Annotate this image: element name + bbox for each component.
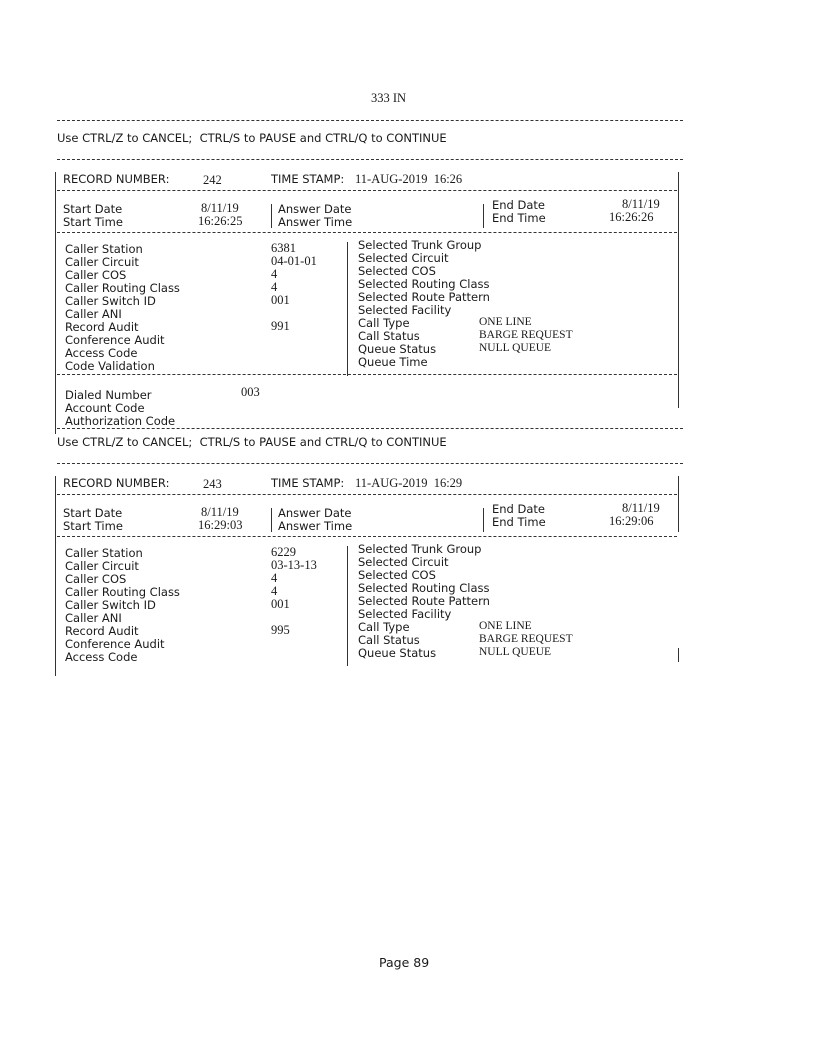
prompt-continue-text: CTRL/S to PAUSE and CTRL/Q to CONTINUE bbox=[199, 131, 447, 145]
selected-trunk-group-label: Selected Trunk Group bbox=[358, 542, 482, 556]
divider bbox=[57, 463, 683, 464]
conference-audit-label: Conference Audit bbox=[65, 333, 165, 347]
start-date-label: Start Date bbox=[63, 506, 123, 520]
caller-routing-class-value: 4 bbox=[271, 584, 278, 598]
selected-route-pattern-label: Selected Route Pattern bbox=[358, 594, 490, 608]
start-time-value: 16:29:03 bbox=[198, 518, 243, 532]
selected-routing-class-label: Selected Routing Class bbox=[358, 581, 490, 595]
record-audit-value: 995 bbox=[271, 623, 290, 637]
selected-trunk-group-label: Selected Trunk Group bbox=[358, 238, 482, 252]
queue-status-label: Queue Status bbox=[358, 342, 437, 356]
divider bbox=[57, 232, 677, 233]
caller-station-value: 6229 bbox=[271, 545, 296, 559]
record-audit-value: 991 bbox=[271, 319, 290, 333]
answer-date-label: Answer Date bbox=[278, 202, 352, 216]
selected-facility-label: Selected Facility bbox=[358, 607, 452, 621]
time-stamp-label: TIME STAMP: bbox=[271, 172, 345, 186]
divider bbox=[57, 190, 677, 191]
divider bbox=[57, 120, 683, 121]
column-separator bbox=[483, 508, 484, 532]
call-status-value: BARGE REQUEST bbox=[479, 633, 573, 645]
conference-audit-label: Conference Audit bbox=[65, 637, 165, 651]
caller-circuit-value: 03-13-13 bbox=[271, 558, 317, 572]
page-number: Page 89 bbox=[379, 955, 430, 970]
caller-cos-value: 4 bbox=[271, 571, 278, 585]
prompt-cancel-text: Use CTRL/Z to CANCEL; bbox=[57, 435, 193, 449]
answer-time-label: Answer Time bbox=[278, 519, 353, 533]
time-stamp-value: 11-AUG-2019 16:26 bbox=[355, 172, 463, 186]
column-separator bbox=[347, 242, 348, 376]
record-border-right bbox=[678, 476, 679, 532]
record-number-value: 243 bbox=[203, 477, 222, 491]
start-time-value: 16:26:25 bbox=[198, 214, 243, 228]
call-status-label: Call Status bbox=[358, 329, 420, 343]
divider bbox=[57, 428, 683, 429]
caller-ani-label: Caller ANI bbox=[65, 611, 122, 625]
column-separator bbox=[271, 204, 272, 228]
queue-status-value: NULL QUEUE bbox=[479, 342, 552, 354]
caller-switch-id-label: Caller Switch ID bbox=[65, 294, 156, 308]
record-audit-label: Record Audit bbox=[65, 320, 139, 334]
selected-routing-class-label: Selected Routing Class bbox=[358, 277, 490, 291]
caller-switch-id-label: Caller Switch ID bbox=[65, 598, 156, 612]
end-time-value: 16:26:26 bbox=[609, 210, 654, 224]
caller-cos-label: Caller COS bbox=[65, 268, 127, 282]
caller-cos-value: 4 bbox=[271, 267, 278, 281]
start-date-value: 8/11/19 bbox=[201, 201, 239, 215]
record-audit-label: Record Audit bbox=[65, 624, 139, 638]
divider bbox=[57, 494, 677, 495]
selected-facility-label: Selected Facility bbox=[358, 303, 452, 317]
prompt-cancel-text: Use CTRL/Z to CANCEL; bbox=[57, 131, 193, 145]
record-number-label: RECORD NUMBER: bbox=[63, 172, 170, 186]
dialed-number-label: Dialed Number bbox=[65, 388, 152, 402]
call-record-243 bbox=[55, 466, 685, 676]
authorization-code-label: Authorization Code bbox=[65, 414, 176, 428]
selected-cos-label: Selected COS bbox=[358, 264, 436, 278]
start-date-label: Start Date bbox=[63, 202, 123, 216]
end-date-value: 8/11/19 bbox=[622, 501, 660, 515]
start-time-label: Start Time bbox=[63, 215, 123, 229]
record-border-right bbox=[678, 172, 679, 408]
selected-cos-label: Selected COS bbox=[358, 568, 436, 582]
dialed-number-value: 003 bbox=[241, 385, 260, 399]
divider bbox=[57, 159, 683, 160]
record-number-value: 242 bbox=[203, 173, 222, 187]
access-code-label: Access Code bbox=[65, 650, 138, 664]
call-type-label: Call Type bbox=[358, 316, 410, 330]
caller-circuit-label: Caller Circuit bbox=[65, 559, 139, 573]
call-type-value: ONE LINE bbox=[479, 620, 532, 632]
caller-switch-id-value: 001 bbox=[271, 293, 290, 307]
prompt-line bbox=[57, 437, 447, 449]
time-stamp-label: TIME STAMP: bbox=[271, 476, 345, 490]
column-separator bbox=[347, 546, 348, 666]
call-record-242 bbox=[55, 162, 685, 434]
divider bbox=[57, 374, 677, 375]
end-date-label: End Date bbox=[492, 198, 545, 212]
caller-routing-class-label: Caller Routing Class bbox=[65, 585, 180, 599]
caller-station-value: 6381 bbox=[271, 241, 296, 255]
caller-cos-label: Caller COS bbox=[65, 572, 127, 586]
column-separator bbox=[271, 508, 272, 532]
call-status-label: Call Status bbox=[358, 633, 420, 647]
end-date-label: End Date bbox=[492, 502, 545, 516]
record-number-label: RECORD NUMBER: bbox=[63, 476, 170, 490]
divider bbox=[57, 536, 677, 537]
prompt-continue-text: CTRL/S to PAUSE and CTRL/Q to CONTINUE bbox=[199, 435, 447, 449]
queue-time-label: Queue Time bbox=[358, 355, 428, 369]
record-border-left bbox=[55, 172, 56, 434]
caller-routing-class-value: 4 bbox=[271, 280, 278, 294]
call-status-value: BARGE REQUEST bbox=[479, 329, 573, 341]
selected-circuit-label: Selected Circuit bbox=[358, 251, 449, 265]
account-code-label: Account Code bbox=[65, 401, 145, 415]
column-separator bbox=[483, 204, 484, 228]
page-header: 333 IN bbox=[371, 91, 407, 105]
call-type-label: Call Type bbox=[358, 620, 410, 634]
queue-status-value: NULL QUEUE bbox=[479, 646, 552, 658]
access-code-label: Access Code bbox=[65, 346, 138, 360]
answer-date-label: Answer Date bbox=[278, 506, 352, 520]
caller-circuit-value: 04-01-01 bbox=[271, 254, 317, 268]
start-time-label: Start Time bbox=[63, 519, 123, 533]
record-border-left bbox=[55, 476, 56, 676]
caller-switch-id-value: 001 bbox=[271, 597, 290, 611]
queue-status-label: Queue Status bbox=[358, 646, 437, 660]
caller-circuit-label: Caller Circuit bbox=[65, 255, 139, 269]
code-validation-label: Code Validation bbox=[65, 359, 155, 373]
end-date-value: 8/11/19 bbox=[622, 197, 660, 211]
end-time-label: End Time bbox=[492, 211, 546, 225]
caller-ani-label: Caller ANI bbox=[65, 307, 122, 321]
caller-station-label: Caller Station bbox=[65, 546, 143, 560]
start-date-value: 8/11/19 bbox=[201, 505, 239, 519]
caller-routing-class-label: Caller Routing Class bbox=[65, 281, 180, 295]
end-time-value: 16:29:06 bbox=[609, 514, 654, 528]
prompt-line bbox=[57, 133, 447, 145]
selected-route-pattern-label: Selected Route Pattern bbox=[358, 290, 490, 304]
caller-station-label: Caller Station bbox=[65, 242, 143, 256]
answer-time-label: Answer Time bbox=[278, 215, 353, 229]
end-time-label: End Time bbox=[492, 515, 546, 529]
call-type-value: ONE LINE bbox=[479, 316, 532, 328]
record-border-right bbox=[678, 648, 679, 662]
selected-circuit-label: Selected Circuit bbox=[358, 555, 449, 569]
time-stamp-value: 11-AUG-2019 16:29 bbox=[355, 476, 463, 490]
